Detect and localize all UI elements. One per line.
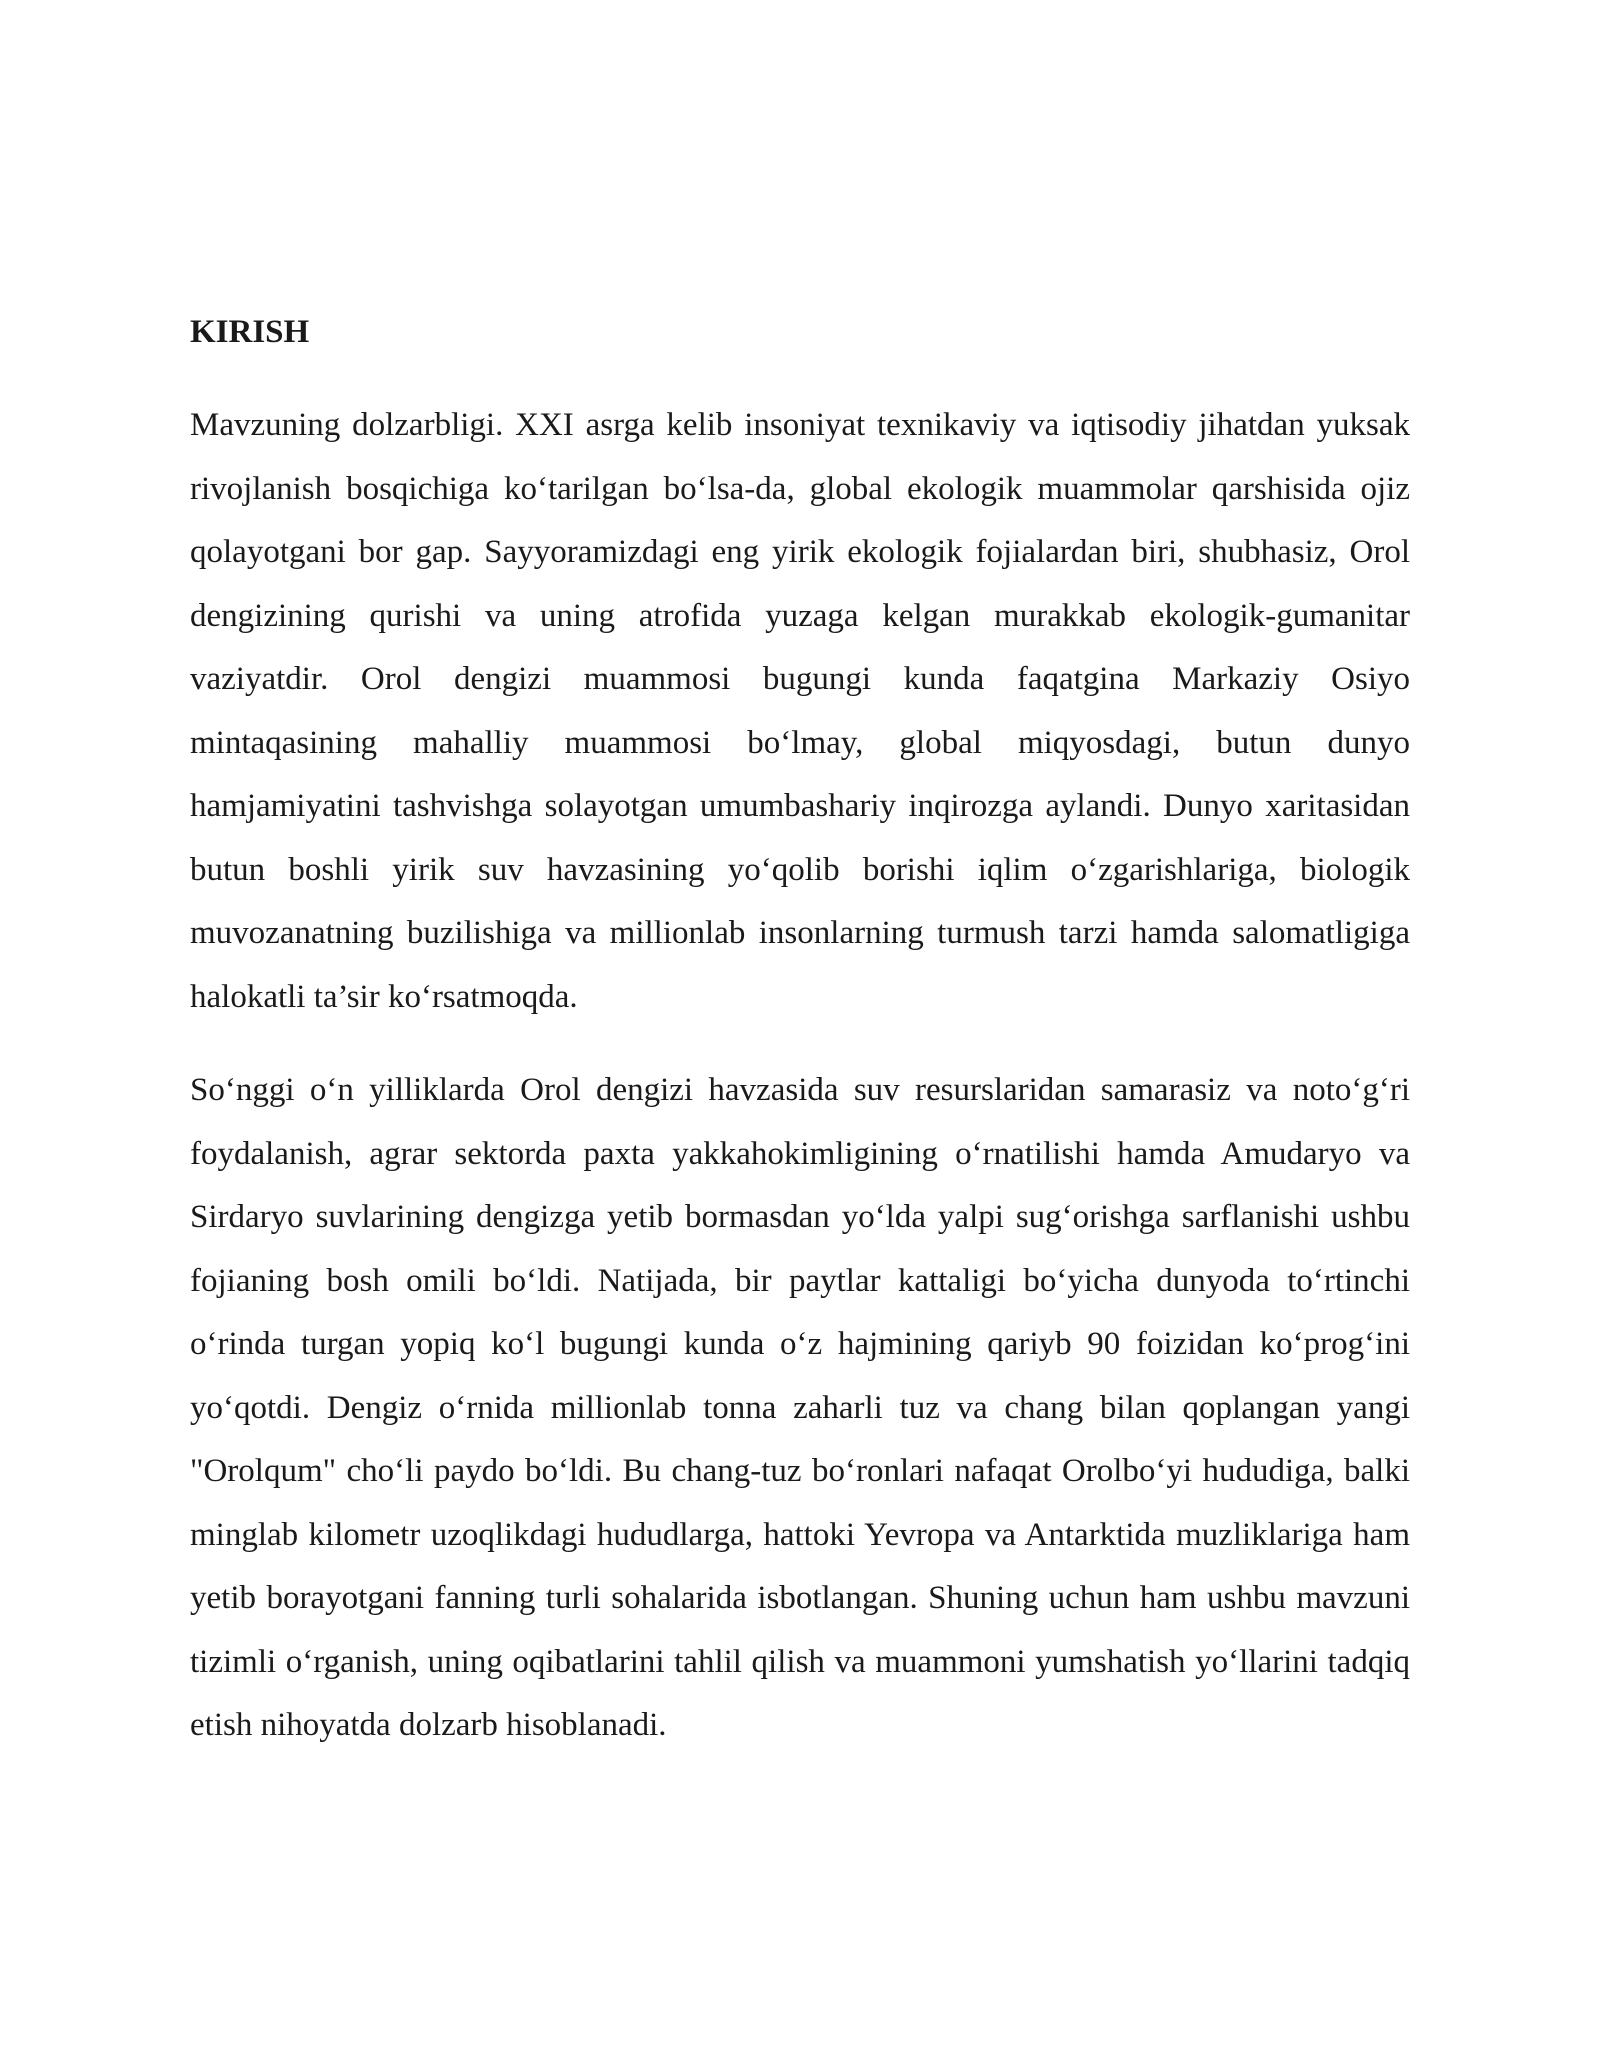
paragraph-1: Mavzuning dolzarbligi. XXI asrga kelib insoniyat texnikaviy va iqtisodiy jihatdan yuksak rivojlanish bosqichiga ko‘tarilgan bo‘lsa-da, global ekologik muammolar qarshisida ojiz qolayotgani bor gap. Sayyoramizdagi eng yirik ekologik fojialardan biri, shubhasiz, Orol dengizining qurishi va uning atrofida yuzaga kelgan murakkab ekologik-gumanitar vaziyatdir. Orol dengizi muammosi bugungi kunda faqatgina Markaziy Osiyo mintaqasining mahalliy muammosi bo‘lmay, global miqyosdagi, butun dunyo hamjamiyatini tashvishga solayotgan umumbashariy inqirozga aylandi. Dunyo xaritasidan butun boshli yirik suv havzasining yo‘qolib borishi iqlim o‘zgarishlariga, biologik muvozanatning buzilishiga va millionlab insonlarning turmush tarzi hamda salomatligiga halokatli ta’sir ko‘rsatmoqda. [190,407,1410,1015]
paragraph-2: So‘nggi o‘n yilliklarda Orol dengizi havzasida suv resurslaridan samarasiz va noto‘g‘ri foydalanish, agrar sektorda paxta yakkahokimligining o‘rnatilishi hamda Amudaryo va Sirdaryo suvlarining dengizga yetib bormasdan yo‘lda yalpi sug‘orishga sarflanishi ushbu fojianing bosh omili bo‘ldi. Natijada, bir paytlar kattaligi bo‘yicha dunyoda to‘rtinchi o‘rinda turgan yopiq ko‘l bugungi kunda o‘z hajmining qariyb 90 foizidan ko‘prog‘ini yo‘qotdi. Dengiz o‘rnida millionlab tonna zaharli tuz va chang bilan qoplangan yangi "Orolqum" cho‘li paydo bo‘ldi. Bu chang-tuz bo‘ronlari nafaqat Orolbo‘yi hududiga, balki minglab kilometr uzoqlikdagi hududlarga, hattoki Yevropa va Antarktida muzliklariga ham yetib borayotgani fanning turli sohalarida isbotlangan. Shuning uchun ham ushbu mavzuni tizimli o‘rganish, uning oqibatlarini tahlil qilish va muammoni yumshatish yo‘llarini tadqiq etish nihoyatda dolzarb hisoblanadi. [190,1072,1410,1743]
page-content [190,312,1410,1788]
section-heading: KIRISH [190,314,310,350]
